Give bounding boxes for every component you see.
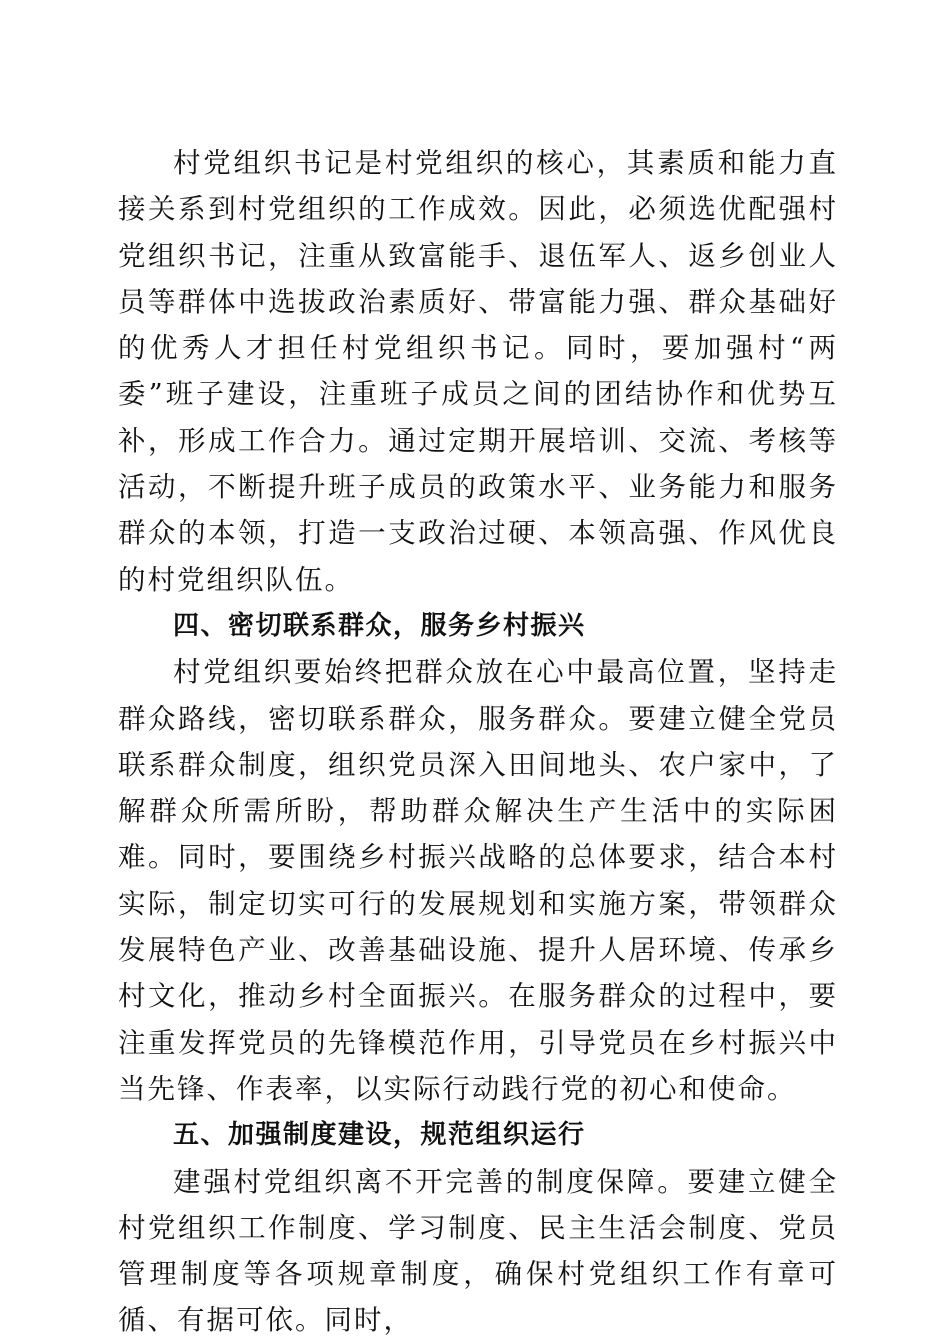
section-heading-5: 五、加强制度建设，规范组织运行 [173,1120,586,1151]
section-heading-4: 四、密切联系群众，服务乡村振兴 [173,610,586,641]
document-page [118,140,838,1344]
paragraph-system: 建强村党组织离不开完善的制度保障。要建立健全村党组织工作制度、学习制度、民主生活会制度、党员管理制度等各项规章制度，确保村党组织工作有章可循、有据可依。同时， [118,1165,838,1337]
paragraph-secretary: 村党组织书记是村党组织的核心，其素质和能力直接关系到村党组织的工作成效。因此，必须选优配强村党组织书记，注重从致富能手、退伍军人、返乡创业人员等群体中选拔政治素质好、带富能力强、群众基础好的优秀人才担任村党组织书记。同时，要加强村“两委”班子建设，注重班子成员之间的团结协作和优势互补，形成工作合力。通过定期开展培训、交流、考核等活动，不断提升班子成员的政策水平、业务能力和服务群众的本领，打造一支政治过硬、本领高强、作风优良的村党组织队伍。 [118,147,838,596]
paragraph-masses: 村党组织要始终把群众放在心中最高位置，坚持走群众路线，密切联系群众，服务群众。要建立健全党员联系群众制度，组织党员深入田间地头、农户家中，了解群众所需所盼，帮助群众解决生产生活中的实际困难。同时，要围绕乡村振兴战略的总体要求，结合本村实际，制定切实可行的发展规划和实施方案，带领群众发展特色产业、改善基础设施、提升人居环境、传承乡村文化，推动乡村全面振兴。在服务群众的过程中，要注重发挥党员的先锋模范作用，引导党员在乡村振兴中当先锋、作表率，以实际行动践行党的初心和使命。 [118,656,838,1105]
